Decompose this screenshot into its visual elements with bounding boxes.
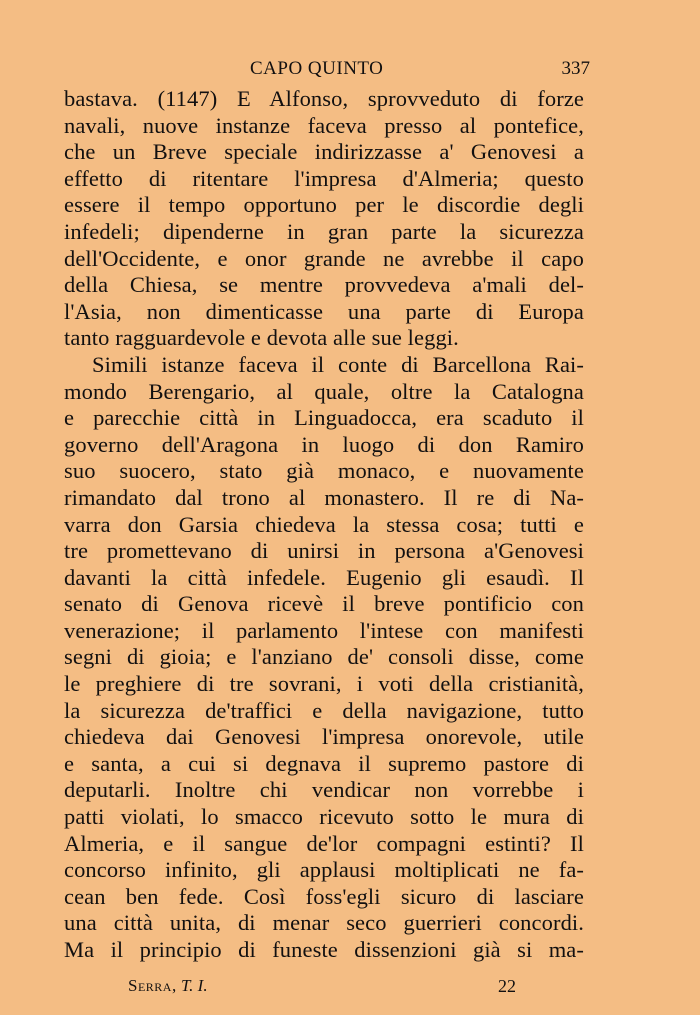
text-line: deputarli. Inoltre chi vendicar non vorrebbe i [64,777,584,803]
text-line: essere il tempo opportuno per le discordie degli [64,192,584,218]
page-footer [128,976,568,1004]
text-line: effetto di ritentare l'impresa d'Almeria; questo [64,165,584,191]
text-line: l'Asia, non dimenticasse una parte di Europa [64,298,584,324]
text-line: infedeli; dipenderne in gran parte la sicurezza [64,218,584,244]
page-number: 337 [561,58,590,79]
text-line: mondo Berengario, al quale, oltre la Catalogna [64,378,584,404]
text-line: tanto ragguardevole e devota alle sue leggi. [64,325,459,351]
text-line: e santa, a cui si degnava il supremo pastore di [64,750,584,776]
signature-volume: T. I. [180,976,208,995]
text-line: tre promettevano di unirsi in persona a'Genovesi [64,538,584,564]
text-line: che un Breve speciale indirizzasse a' Genovesi a [64,139,584,165]
text-line: Ma il principio di funeste dissenzioni già si ma- [64,937,584,962]
text-line: le preghiere di tre sovrani, i voti della cristianità, [64,671,584,697]
text-line: navali, nuove instanze faceva presso al pontefice, [64,112,584,138]
text-line: rimandato dal trono al monastero. Il re di Na- [64,484,584,510]
text-line: segni di gioia; e l'anziano de' consoli disse, come [64,644,584,670]
text-line: senato di Genova ricevè il breve pontificio con [64,591,584,617]
text-line: suo suocero, stato già monaco, e nuovamente [64,458,584,484]
text-line: varra don Garsia chiedeva la stessa cosa; tutti e [64,511,584,537]
text-line: Almeria, e il sangue de'lor compagni estinti? Il [64,830,584,856]
page-header [60,58,590,88]
text-line: dell'Occidente, e onor grande ne avrebbe il capo [64,245,584,271]
text-line: concorso infinito, gli applausi moltiplicati ne fa- [64,857,584,883]
text-line: chiedeva dai Genovesi l'impresa onorevole, utile [64,724,584,750]
sheet-number: 22 [498,976,516,996]
text-line: una città unita, di menar seco guerrieri concordi. [64,910,584,936]
text-line: cean ben fede. Così foss'egli sicuro di lasciare [64,883,584,909]
text-line: Simili istanze faceva il conte di Barcellona Rai- [92,351,584,377]
text-line: della Chiesa, se mentre provvedeva a'mali del- [64,272,584,298]
text-line: patti violati, lo smacco ricevuto sotto le mura di [64,804,584,830]
text-line: venerazione; il parlamento l'intese con manifesti [64,617,584,643]
text-line: governo dell'Aragona in luogo di don Ramiro [64,431,584,457]
text-line: e parecchie città in Linguadocca, era scaduto il [64,405,584,431]
signature-author: Serra, [128,976,177,995]
running-head: CAPO QUINTO [250,58,384,79]
signature-mark [128,976,208,996]
body-text [64,86,584,964]
text-line: davanti la città infedele. Eugenio gli esaudì. Il [64,564,584,590]
text-line: bastava. (1147) E Alfonso, sprovveduto di forze [64,86,584,111]
text-line: la sicurezza de'traffici e della navigazione, tutto [64,697,584,723]
